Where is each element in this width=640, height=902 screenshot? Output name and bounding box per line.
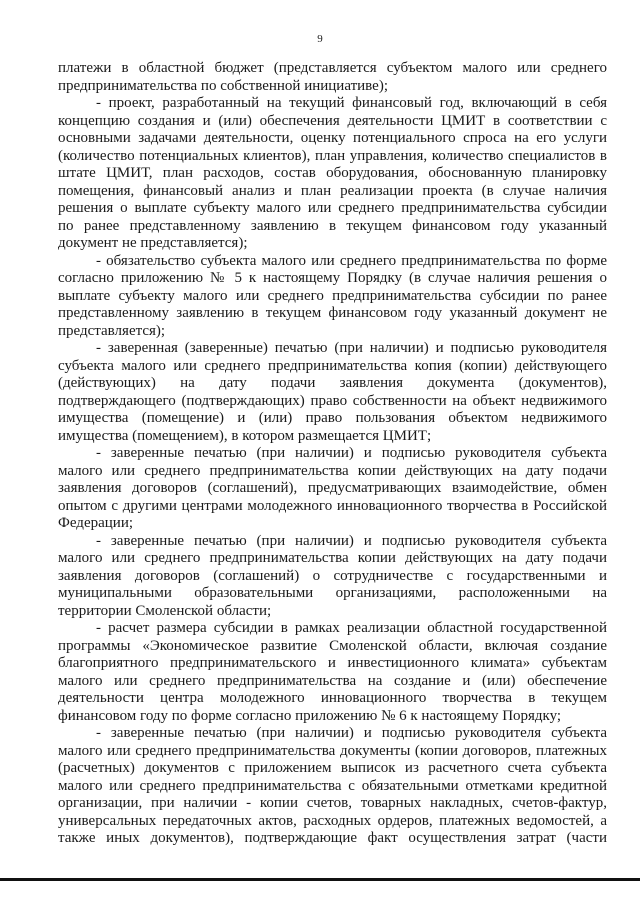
text-line: представляется); (58, 322, 166, 339)
text-line: основными задачами деятельности, оценку потенциального спроса на его услуги (58, 130, 607, 146)
text-line: (действующих) на дату подачи заявления документа (документов), (58, 375, 607, 391)
text-line: муниципальными образовательными организациями, расположенными на (58, 585, 607, 601)
page-number: 9 (317, 33, 323, 45)
text-line: - заверенная (заверенные) печатью (при наличии) и подписью руководителя (96, 340, 607, 356)
text-line: - проект, разработанный на текущий финансовый год, включающий в себя (96, 95, 607, 111)
text-line: - заверенные печатью (при наличии) и подписью руководителя субъекта (96, 725, 607, 741)
text-line: малого или среднего предпринимательства документы (копии договоров, платежных (58, 742, 607, 759)
document-body (58, 60, 607, 848)
text-line: финансовом году по форме согласно приложению № 6 к настоящему Порядку; (58, 707, 562, 724)
text-line: концепцию создания и (или) обеспечения деятельности ЦМИТ в соответствии с (58, 112, 607, 129)
text-line: малого или среднего предпринимательства копии действующих на дату подачи (58, 462, 607, 479)
text-line: подтверждающего (подтверждающих) право собственности на объект недвижимого (58, 392, 607, 409)
text-line: малого или среднего предпринимательства с обязательными отметками кредитной (58, 777, 607, 794)
bottom-rule (0, 878, 640, 881)
text-line: заявления договоров (соглашений), предусматривающих взаимодействие, обмен (58, 480, 607, 496)
text-line: имущества (помещение) и (или) право пользования объектом недвижимого (58, 410, 607, 426)
text-line: заявления договоров (соглашений) о сотрудничестве с государственными и (58, 567, 607, 584)
text-line: также иных документов), подтверждающие факт осуществления затрат (части (58, 830, 607, 846)
text-line: - обязательство субъекта малого или среднего предпринимательства по форме (96, 252, 607, 269)
text-line: программы «Экономическое развитие Смоленской области, включая создание (58, 637, 607, 654)
text-line: выплате субъекту малого или среднего предпринимательства субсидии по ранее (58, 287, 607, 304)
text-line: штате ЦМИТ, план расходов, состав оборудования, обоснованную планировку (58, 165, 607, 181)
text-line: организации, при наличии - копии счетов, товарных накладных, счетов-фактур, (58, 795, 607, 811)
text-line: универсальных передаточных актов, расходных ордеров, платежных ведомостей, а (58, 812, 607, 829)
text-line: (расчетных) документов с приложением выписок из расчетного счета субъекта (58, 760, 607, 776)
text-line: благоприятного предпринимательского и инвестиционного климата» субъектам (58, 655, 607, 671)
text-line: документ не представляется); (58, 235, 248, 251)
text-line: - заверенные печатью (при наличии) и подписью руководителя субъекта (96, 445, 607, 461)
text-line: деятельности центра молодежного инновационного творчества в текущем (58, 690, 607, 706)
text-line: платежи в областной бюджет (представляется субъектом малого или среднего (58, 60, 607, 76)
text-line: опытом с другими центрами молодежного инновационного творчества в Российской (58, 497, 607, 514)
text-line: субъекта малого или среднего предпринимательства копия (копии) действующего (58, 357, 607, 374)
text-line: - расчет размера субсидии в рамках реализации областной государственной (96, 620, 607, 636)
text-line: (количество потенциальных клиентов), план управления, количество специалистов в (58, 147, 607, 164)
text-line: по ранее представленному заявлению в текущем финансовом году указанный (58, 217, 607, 234)
text-line: помещения, финансовый анализ и план реализации проекта (в случае наличия (58, 182, 607, 199)
text-line: решения о выплате субъекту малого или среднего предпринимательства субсидии (58, 200, 607, 216)
text-line: представленному заявлению в текущем финансовом году указанный документ не (58, 305, 607, 321)
text-line: согласно приложению № 5 к настоящему Порядку (в случае наличия решения о (58, 270, 607, 286)
text-line: Федерации; (58, 515, 134, 531)
text-line: малого или среднего предпринимательства на создание и (или) обеспечение (58, 672, 607, 689)
text-line: имущества (помещением), в котором размещается ЦМИТ; (58, 427, 432, 444)
text-line: малого или среднего предпринимательства копии действующих на дату подачи (58, 550, 607, 566)
text-line: территории Смоленской области; (58, 602, 272, 619)
text-line: предпринимательства по собственной инициативе); (58, 77, 388, 94)
text-line: - заверенные печатью (при наличии) и подписью руководителя субъекта (96, 532, 607, 549)
